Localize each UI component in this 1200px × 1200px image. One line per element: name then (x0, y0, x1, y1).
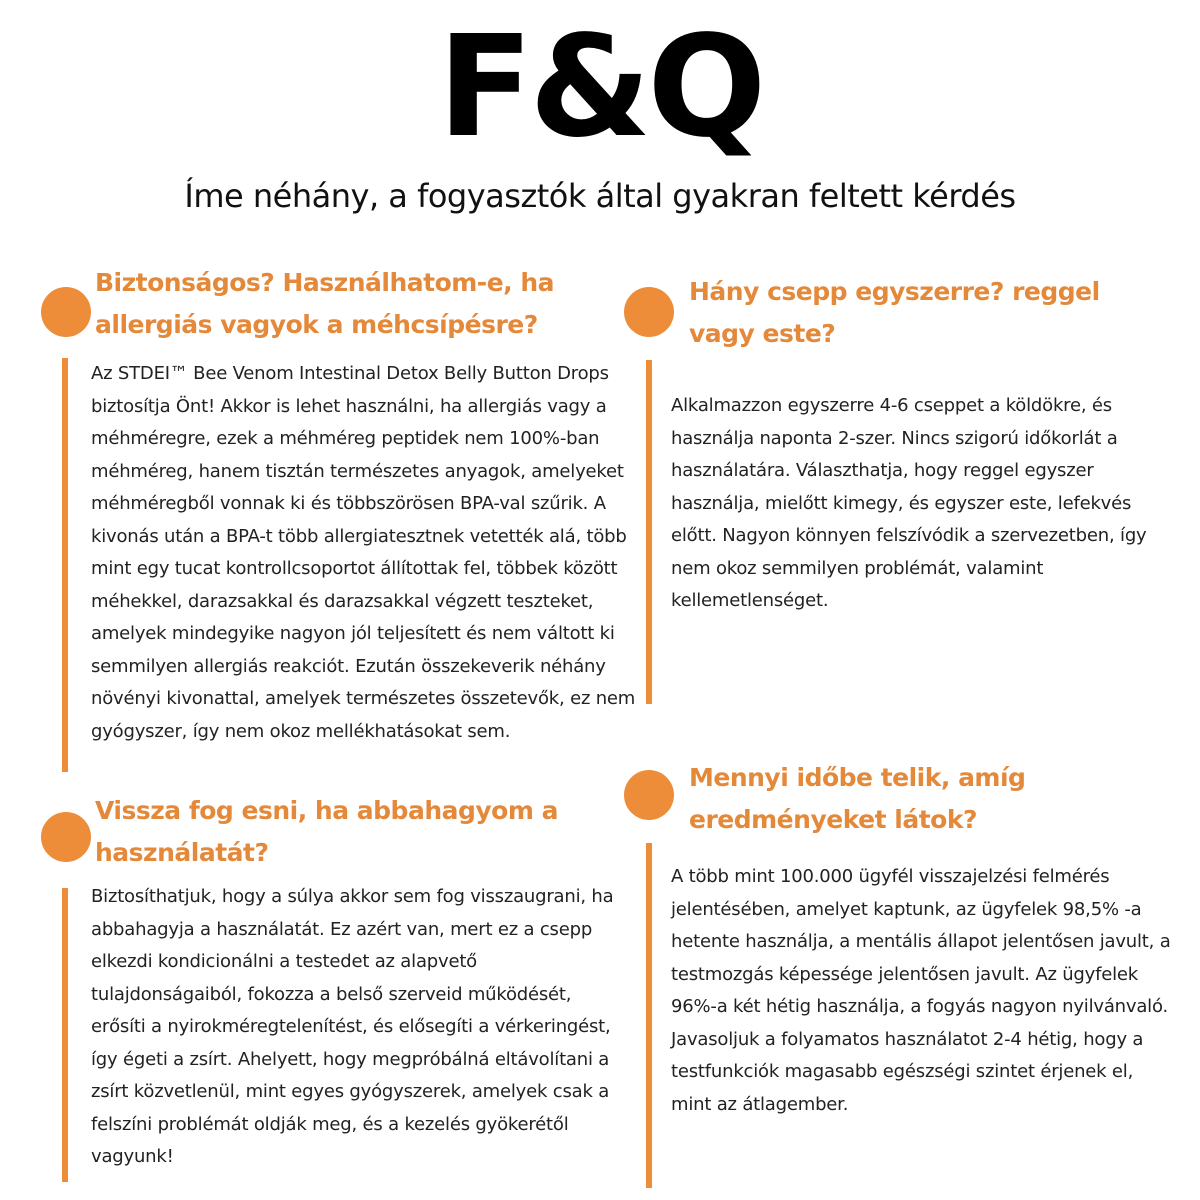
bullet-dot-icon (624, 770, 674, 820)
bullet-dot-icon (624, 287, 674, 337)
bullet-dot-icon (41, 812, 91, 862)
faq-question: Vissza fog esni, ha abbahagyom a használatát? (95, 796, 558, 867)
faq-answer: Biztosíthatjuk, hogy a súlya akkor sem fog visszaugrani, ha abbahagyja a használatát. Ez azért van, mert ez a csepp elkezdi kondicionálni a testedet az alapvető tulajdonságaiból, fokozza a belső szerveid működését, erősíti a nyirokméregtelenítést, és elősegíti a vérkeringést, így égeti a zsírt. Ahelyett, hogy megpróbálná eltávolítani a zsírt közvetlenül, mint egyes gyógyszerek, amelyek csak a felszíni problémát oldják meg, és a kezelés gyökerétől vagyunk! (91, 886, 614, 1167)
page-subtitle: Íme néhány, a fogyasztók által gyakran feltett kérdés (184, 177, 1016, 215)
accent-bar (62, 358, 68, 772)
faq-question: Biztonságos? Használhatom-e, ha allergiás vagyok a méhcsípésre? (95, 268, 555, 339)
accent-bar (62, 888, 68, 1182)
faq-question: Hány csepp egyszerre? reggel vagy este? (689, 277, 1100, 348)
faq-answer: A több mint 100.000 ügyfél visszajelzési felmérés jelentésében, amelyet kaptunk, az ügyfelek 98,5% -a hetente használja, a mentális állapot jelentősen javult, a testmozgás képessége jelentősen javult. Az ügyfelek 96%-a két hétig használja, a fogyás nagyon nyilvánvaló. Javasoljuk a folyamatos használatot 2-4 hétig, hogy a testfunkciók magasabb egészségi szintet érjenek el, mint az átlagember. (671, 866, 1171, 1115)
faq-question: Mennyi időbe telik, amíg eredményeket látok? (689, 763, 1026, 834)
page-title: F&Q (437, 6, 763, 169)
faq-answer: Alkalmazzon egyszerre 4-6 cseppet a köldökre, és használja naponta 2-szer. Nincs szigorú időkorlát a használatára. Választhatja, hogy reggel egyszer használja, mielőtt kimegy, és egyszer este, lefekvés előtt. Nagyon könnyen felszívódik a szervezetben, így nem okoz semmilyen problémát, valamint kellemetlenséget. (671, 395, 1147, 611)
accent-bar (646, 843, 652, 1188)
accent-bar (646, 360, 652, 704)
bullet-dot-icon (41, 287, 91, 337)
faq-answer: Az STDEI™ Bee Venom Intestinal Detox Belly Button Drops biztosítja Önt! Akkor is lehet használni, ha allergiás vagy a méhméregre, ezek a méhméreg peptidek nem 100%-ban méhméreg, hanem tisztán természetes anyagok, amelyeket méhméregből vonnak ki és többszörösen BPA-val szűrik. A kivonás után a BPA-t több allergiatesztnek vetették alá, több mint egy tucat kontrollcsoportot állítottak fel, többek között méhekkel, darazsakkal és darazsakkal végzett teszteket, amelyek mindegyike nagyon jól teljesített és nem váltott ki semmilyen allergiás reakciót. Ezután összekeverik néhány növényi kivonattal, amelyek természetes összetevők, ez nem gyógyszer, így nem okoz mellékhatásokat sem. (91, 363, 636, 742)
